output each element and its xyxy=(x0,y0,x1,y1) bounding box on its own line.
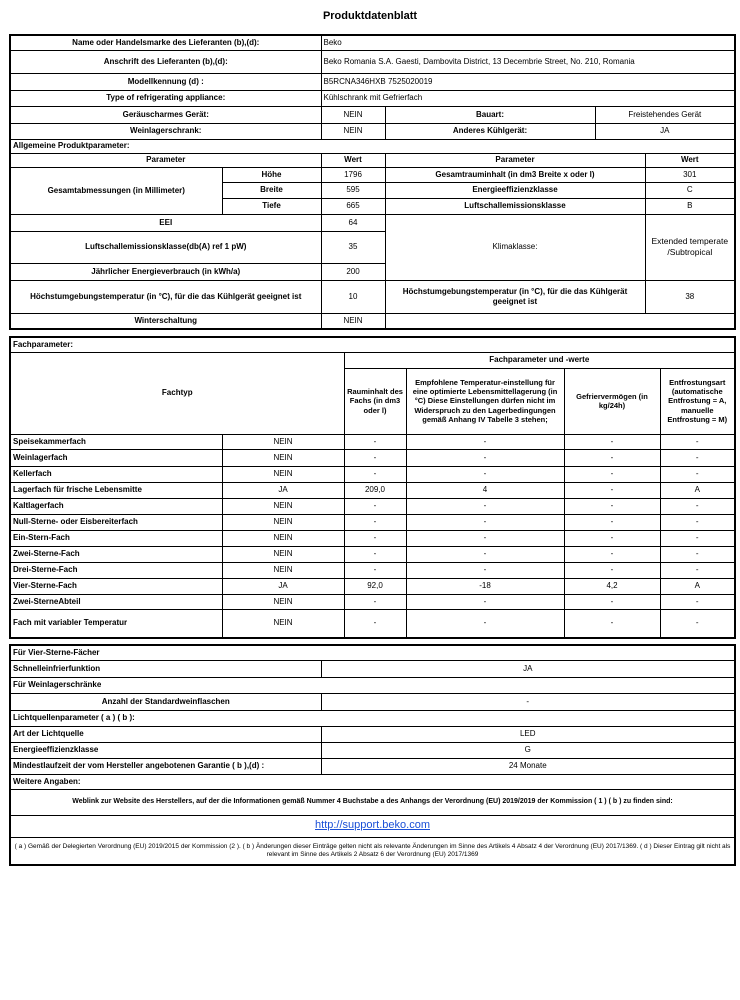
compartment-freeze: - xyxy=(564,609,660,638)
wine-storage-row xyxy=(10,123,735,139)
dims-label: Gesamtabmessungen (in Millimeter) xyxy=(10,167,222,214)
footnote-row xyxy=(10,837,735,865)
low-noise-label: Geräuscharmes Gerät: xyxy=(10,106,321,123)
eei-label: EEI xyxy=(10,214,321,231)
temperature-header: Empfohlene Temperatur-einstellung für eine optimierte Lebensmittellagerung (in °C) Diese Einstellungen dürfen nicht im Widerspruch zu den Lagerbedingungen gemäß Anhang IV Tabelle 3 stehen; xyxy=(406,368,564,434)
compartment-temp: - xyxy=(406,514,564,530)
noise-class-label: Luftschallemissionsklasse xyxy=(385,198,645,214)
supplier-name-value: Beko xyxy=(321,35,735,50)
appliance-type-label: Type of refrigerating appliance: xyxy=(10,90,321,106)
compartment-flag: NEIN xyxy=(222,434,344,449)
compartment-freeze: 4,2 xyxy=(564,578,660,594)
compartment-temp: -18 xyxy=(406,578,564,594)
other-appliance-value: JA xyxy=(595,123,735,139)
compartment-section xyxy=(10,337,735,352)
compartment-temp: - xyxy=(406,562,564,578)
compartment-flag: NEIN xyxy=(222,530,344,546)
dims-row-height xyxy=(10,167,735,182)
compartment-name: Zwei-SterneAbteil xyxy=(10,594,222,609)
wine-title: Für Weinlagerschränke xyxy=(10,677,735,693)
compartment-name: Weinlagerfach xyxy=(10,449,222,466)
compartment-row xyxy=(10,546,735,562)
compartment-flag: NEIN xyxy=(222,498,344,514)
defrost-type-header: Entfrostungsart (automatische Entfrostung = A, manuelle Entfrostung = M) xyxy=(660,368,735,434)
compartment-temp: - xyxy=(406,466,564,482)
light-type-row xyxy=(10,726,735,742)
manufacturer-weblink[interactable]: http://support.beko.com xyxy=(315,819,430,832)
supplier-name-row xyxy=(10,35,735,50)
compartment-volume: - xyxy=(344,449,406,466)
compartment-row xyxy=(10,609,735,638)
compartment-row xyxy=(10,449,735,466)
compartment-name: Speisekammerfach xyxy=(10,434,222,449)
compartment-defrost: - xyxy=(660,498,735,514)
max-temp-label: Höchstumgebungstemperatur (in °C), für die das Kühlgerät geeignet ist xyxy=(10,280,321,313)
compartment-volume: 92,0 xyxy=(344,578,406,594)
compartment-freeze: - xyxy=(564,449,660,466)
compartment-defrost: - xyxy=(660,466,735,482)
energy-class-label: Energieeffizienzklasse xyxy=(385,182,645,198)
warranty-label: Mindestlaufzeit der vom Hersteller angebotenen Garantie ( b ),(d) : xyxy=(10,758,321,774)
noise-emission-value: 35 xyxy=(321,231,385,263)
dim-value: 665 xyxy=(321,198,385,214)
compartment-temp: - xyxy=(406,609,564,638)
compartment-volume: - xyxy=(344,466,406,482)
compartment-defrost: - xyxy=(660,530,735,546)
compartment-volume: - xyxy=(344,498,406,514)
value-header: Wert xyxy=(321,153,385,167)
compartment-row xyxy=(10,594,735,609)
weblink-text: Weblink zur Website des Herstellers, auf der die Informationen gemäß Nummer 4 Buchstabe a des Anhangs der Verordnung (EU) 2019/2019 der Kommission ( 1 ) ( b ) zu finden sind: xyxy=(10,789,735,815)
bottles-row xyxy=(10,693,735,710)
product-datasheet-table xyxy=(9,34,736,330)
further-info-section xyxy=(10,774,735,789)
dim-name: Höhe xyxy=(222,167,321,182)
total-volume-value: 301 xyxy=(645,167,735,182)
freezing-capacity-header: Gefriervermögen (in kg/24h) xyxy=(564,368,660,434)
supplier-address-label: Anschrift des Lieferanten (b),(d): xyxy=(10,50,321,73)
param-header-2: Parameter xyxy=(385,153,645,167)
bottles-value: - xyxy=(321,693,735,710)
compartment-volume: - xyxy=(344,546,406,562)
compartment-group-label: Fachparameter und -werte xyxy=(344,352,735,368)
four-star-title: Für Vier-Sterne-Fächer xyxy=(10,645,735,660)
compartment-volume: - xyxy=(344,530,406,546)
compartment-freeze: - xyxy=(564,562,660,578)
energy-consumption-label: Jährlicher Energieverbrauch (in kWh/a) xyxy=(10,263,321,280)
compartment-defrost: - xyxy=(660,514,735,530)
noise-class-value: B xyxy=(645,198,735,214)
light-type-label: Art der Lichtquelle xyxy=(10,726,321,742)
compartment-defrost: - xyxy=(660,609,735,638)
compartment-row xyxy=(10,514,735,530)
footnote-text: ( a ) Gemäß der Delegierten Verordnung (EU) 2019/2015 der Kommission (2 ). ( b ) Änderungen dieser Einträge gelten nicht als relevante Änderungen im Sinne des Artikels 4 Absatz 4 der Verordnung (EU) 2017/1369. ( d ) Dieser Eintrag gilt nicht als relevant im Sinne des Artikels 2 Absatz 6 der Verordnung (EU) 2017/1369 xyxy=(10,837,735,865)
compartment-freeze: - xyxy=(564,530,660,546)
warranty-row xyxy=(10,758,735,774)
wine-section xyxy=(10,677,735,693)
compartment-freeze: - xyxy=(564,514,660,530)
light-energy-label: Energieeffizienzklasse xyxy=(10,742,321,758)
further-info-title: Weitere Angaben: xyxy=(10,774,735,789)
energy-class-value: C xyxy=(645,182,735,198)
compartment-defrost: - xyxy=(660,449,735,466)
weblink-row xyxy=(10,815,735,837)
compartment-flag: NEIN xyxy=(222,546,344,562)
compartment-name: Fach mit variabler Temperatur xyxy=(10,609,222,638)
dim-name: Breite xyxy=(222,182,321,198)
compartment-volume: - xyxy=(344,609,406,638)
compartment-name: Kellerfach xyxy=(10,466,222,482)
compartment-group-header xyxy=(10,352,735,368)
low-noise-value: NEIN xyxy=(321,106,385,123)
compartment-name: Kaltlagerfach xyxy=(10,498,222,514)
compartment-temp: - xyxy=(406,530,564,546)
quick-freeze-label: Schnelleinfrierfunktion xyxy=(10,660,321,677)
supplier-name-label: Name oder Handelsmarke des Lieferanten (b),(d): xyxy=(10,35,321,50)
compartment-freeze: - xyxy=(564,546,660,562)
dim-value: 595 xyxy=(321,182,385,198)
compartment-title: Fachparameter: xyxy=(10,337,735,352)
compartment-temp: - xyxy=(406,546,564,562)
general-params-title: Allgemeine Produktparameter: xyxy=(10,139,735,153)
energy-consumption-value: 200 xyxy=(321,263,385,280)
max-temp-row xyxy=(10,280,735,313)
climate-class-label: Klimaklasse: xyxy=(385,214,645,280)
compartment-type-header: Fachtyp xyxy=(10,352,344,434)
warranty-value: 24 Monate xyxy=(321,758,735,774)
model-row xyxy=(10,73,735,90)
eei-row xyxy=(10,214,735,231)
compartment-flag: NEIN xyxy=(222,466,344,482)
design-type-value: Freistehendes Gerät xyxy=(595,106,735,123)
general-params-header xyxy=(10,153,735,167)
general-params-section xyxy=(10,139,735,153)
compartment-defrost: - xyxy=(660,434,735,449)
compartment-defrost: - xyxy=(660,562,735,578)
compartment-flag: JA xyxy=(222,578,344,594)
model-label: Modellkennung (d) : xyxy=(10,73,321,90)
light-energy-row xyxy=(10,742,735,758)
compartment-row xyxy=(10,562,735,578)
weblink-text-row xyxy=(10,789,735,815)
compartment-name: Lagerfach für frische Lebensmitte xyxy=(10,482,222,498)
low-noise-row xyxy=(10,106,735,123)
page-title: Produktdatenblatt xyxy=(322,10,418,22)
wine-storage-value: NEIN xyxy=(321,123,385,139)
compartment-freeze: - xyxy=(564,594,660,609)
winter-value: NEIN xyxy=(321,313,385,329)
compartment-temp: - xyxy=(406,594,564,609)
value-header-2: Wert xyxy=(645,153,735,167)
compartment-row xyxy=(10,498,735,514)
compartment-name: Ein-Stern-Fach xyxy=(10,530,222,546)
compartment-volume: - xyxy=(344,594,406,609)
compartment-temp: - xyxy=(406,434,564,449)
dim-value: 1796 xyxy=(321,167,385,182)
compartment-table xyxy=(9,336,736,639)
other-appliance-label: Anderes Kühlgerät: xyxy=(385,123,595,139)
max-temp-label-2: Höchstumgebungstemperatur (in °C), für die das Kühlgerät geeignet ist xyxy=(385,280,645,313)
compartment-volume: - xyxy=(344,434,406,449)
compartment-defrost: - xyxy=(660,594,735,609)
eei-value: 64 xyxy=(321,214,385,231)
compartment-temp: - xyxy=(406,449,564,466)
appliance-type-row xyxy=(10,90,735,106)
dim-name: Tiefe xyxy=(222,198,321,214)
compartment-volume: 209,0 xyxy=(344,482,406,498)
appliance-type-value: Kühlschrank mit Gefrierfach xyxy=(321,90,735,106)
compartment-flag: NEIN xyxy=(222,562,344,578)
winter-row xyxy=(10,313,735,329)
compartment-temp: 4 xyxy=(406,482,564,498)
design-type-label: Bauart: xyxy=(385,106,595,123)
compartment-volume: - xyxy=(344,562,406,578)
light-type-value: LED xyxy=(321,726,735,742)
compartment-row xyxy=(10,434,735,449)
light-energy-value: G xyxy=(321,742,735,758)
max-temp-value-2: 38 xyxy=(645,280,735,313)
compartment-name: Vier-Sterne-Fach xyxy=(10,578,222,594)
additional-info-table xyxy=(9,644,736,866)
max-temp-value: 10 xyxy=(321,280,385,313)
quick-freeze-row xyxy=(10,660,735,677)
model-value: B5RCNA346HXB 7525020019 xyxy=(321,73,735,90)
quick-freeze-value: JA xyxy=(321,660,735,677)
compartment-row xyxy=(10,466,735,482)
compartment-freeze: - xyxy=(564,434,660,449)
total-volume-label: Gesamtrauminhalt (in dm3 Breite x oder l) xyxy=(385,167,645,182)
wine-storage-label: Weinlagerschrank: xyxy=(10,123,321,139)
compartment-flag: NEIN xyxy=(222,609,344,638)
compartment-freeze: - xyxy=(564,466,660,482)
param-header: Parameter xyxy=(10,153,321,167)
supplier-address-value: Beko Romania S.A. Gaesti, Dambovita District, 13 Decembrie Street, No. 210, Romania xyxy=(321,50,735,73)
winter-label: Winterschaltung xyxy=(10,313,321,329)
volume-header: Rauminhalt des Fachs (in dm3 oder l) xyxy=(344,368,406,434)
compartment-row xyxy=(10,530,735,546)
compartment-row xyxy=(10,482,735,498)
compartment-freeze: - xyxy=(564,482,660,498)
compartment-temp: - xyxy=(406,498,564,514)
light-section xyxy=(10,710,735,726)
bottles-label: Anzahl der Standardweinflaschen xyxy=(10,693,321,710)
compartment-freeze: - xyxy=(564,498,660,514)
compartment-name: Null-Sterne- oder Eisbereiterfach xyxy=(10,514,222,530)
climate-class-value: Extended temperate /Subtropical xyxy=(645,214,735,280)
compartment-flag: NEIN xyxy=(222,594,344,609)
compartment-row xyxy=(10,578,735,594)
compartment-flag: JA xyxy=(222,482,344,498)
compartment-name: Drei-Sterne-Fach xyxy=(10,562,222,578)
noise-emission-label: Luftschallemissionsklasse(db(A) ref 1 pW) xyxy=(10,231,321,263)
compartment-volume: - xyxy=(344,514,406,530)
compartment-name: Zwei-Sterne-Fach xyxy=(10,546,222,562)
compartment-defrost: - xyxy=(660,546,735,562)
compartment-flag: NEIN xyxy=(222,514,344,530)
light-title: Lichtquellenparameter ( a ) ( b ): xyxy=(10,710,735,726)
supplier-address-row xyxy=(10,50,735,73)
compartment-defrost: A xyxy=(660,578,735,594)
four-star-section xyxy=(10,645,735,660)
compartment-defrost: A xyxy=(660,482,735,498)
compartment-flag: NEIN xyxy=(222,449,344,466)
